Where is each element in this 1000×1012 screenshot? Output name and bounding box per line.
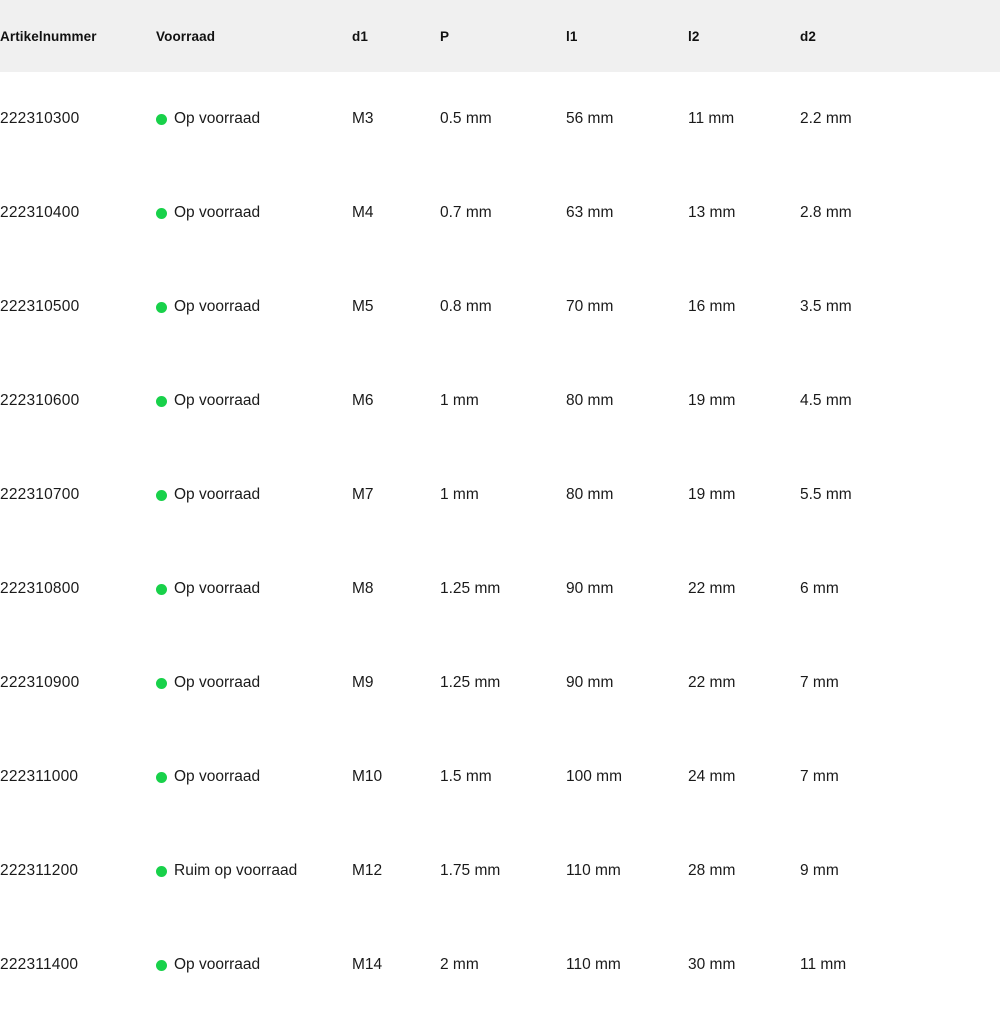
cell-l2: 11 mm: [688, 110, 735, 127]
cell-artikelnummer[interactable]: 222310500: [0, 298, 80, 315]
cell-p: 1.75 mm: [440, 862, 501, 879]
cell-p: 0.5 mm: [440, 110, 492, 127]
cell-voorraad: [156, 354, 352, 448]
table-row[interactable]: [0, 166, 1000, 260]
cell-d1: M6: [352, 392, 374, 409]
cell-d1: M3: [352, 110, 374, 127]
cell-voorraad: [156, 166, 352, 260]
cell-spacer: [920, 918, 1000, 1012]
cell-d2: 9 mm: [800, 862, 839, 879]
cell-d1: M7: [352, 486, 374, 503]
stock-label: Op voorraad: [174, 204, 261, 221]
cell-d1: M5: [352, 298, 374, 315]
cell-artikelnummer[interactable]: 222311200: [0, 862, 79, 879]
column-header-artikelnummer[interactable]: Artikelnummer: [0, 28, 97, 44]
table-row[interactable]: [0, 448, 1000, 542]
cell-d2: 11 mm: [800, 956, 847, 973]
cell-l1: 70 mm: [566, 298, 614, 315]
cell-d2: 2.2 mm: [800, 110, 852, 127]
cell-d2: 6 mm: [800, 580, 839, 597]
cell-d2: 5.5 mm: [800, 486, 852, 503]
cell-p: 1.25 mm: [440, 580, 501, 597]
cell-l1: 80 mm: [566, 486, 614, 503]
stock-status: [156, 298, 352, 316]
cell-p: 0.8 mm: [440, 298, 492, 315]
cell-p: 2 mm: [440, 956, 479, 973]
cell-d1: M12: [352, 862, 383, 879]
column-header-spacer: [920, 0, 1000, 72]
cell-d1: M9: [352, 674, 374, 691]
cell-l1: 110 mm: [566, 956, 621, 973]
table-header: [0, 0, 1000, 72]
stock-label: Ruim op voorraad: [174, 862, 298, 879]
stock-status: [156, 580, 352, 598]
cell-artikelnummer[interactable]: 222311000: [0, 768, 79, 785]
cell-d2: 3.5 mm: [800, 298, 852, 315]
cell-artikelnummer[interactable]: 222310700: [0, 486, 80, 503]
stock-status: [156, 110, 352, 128]
cell-d1: M4: [352, 204, 374, 221]
table-row[interactable]: [0, 918, 1000, 1012]
cell-l2: 13 mm: [688, 204, 736, 221]
cell-p: 1.5 mm: [440, 768, 492, 785]
cell-l1: 90 mm: [566, 674, 614, 691]
stock-label: Op voorraad: [174, 956, 261, 973]
stock-dot-icon: [156, 678, 167, 689]
cell-d2: 2.8 mm: [800, 204, 852, 221]
column-header-p[interactable]: P: [440, 28, 450, 44]
stock-label: Op voorraad: [174, 298, 261, 315]
stock-dot-icon: [156, 114, 167, 125]
cell-d2: 7 mm: [800, 674, 839, 691]
cell-voorraad: [156, 636, 352, 730]
cell-l2: 30 mm: [688, 956, 736, 973]
stock-label: Op voorraad: [174, 392, 261, 409]
cell-l2: 22 mm: [688, 580, 736, 597]
stock-label: Op voorraad: [174, 110, 261, 127]
cell-p: 0.7 mm: [440, 204, 492, 221]
table-row[interactable]: [0, 542, 1000, 636]
cell-l2: 16 mm: [688, 298, 736, 315]
cell-artikelnummer[interactable]: 222310800: [0, 580, 80, 597]
cell-d1: M10: [352, 768, 383, 785]
stock-status: [156, 768, 352, 786]
cell-l2: 28 mm: [688, 862, 736, 879]
cell-spacer: [920, 636, 1000, 730]
cell-l1: 110 mm: [566, 862, 621, 879]
cell-l1: 80 mm: [566, 392, 614, 409]
column-header-d2[interactable]: d2: [800, 28, 816, 44]
stock-dot-icon: [156, 302, 167, 313]
table-row[interactable]: [0, 260, 1000, 354]
cell-spacer: [920, 72, 1000, 166]
cell-spacer: [920, 260, 1000, 354]
cell-voorraad: [156, 72, 352, 166]
stock-label: Op voorraad: [174, 486, 261, 503]
stock-status: [156, 956, 352, 974]
stock-dot-icon: [156, 584, 167, 595]
cell-artikelnummer[interactable]: 222310400: [0, 204, 80, 221]
cell-d2: 4.5 mm: [800, 392, 852, 409]
cell-voorraad: [156, 542, 352, 636]
stock-dot-icon: [156, 960, 167, 971]
stock-status: [156, 392, 352, 410]
table-body: [0, 72, 1000, 1012]
cell-l2: 19 mm: [688, 392, 736, 409]
stock-status: [156, 674, 352, 692]
cell-artikelnummer[interactable]: 222311400: [0, 956, 79, 973]
cell-spacer: [920, 542, 1000, 636]
table-row[interactable]: [0, 636, 1000, 730]
table-header-row: [0, 0, 1000, 72]
cell-l1: 56 mm: [566, 110, 614, 127]
column-header-voorraad[interactable]: Voorraad: [156, 28, 216, 44]
stock-status: [156, 486, 352, 504]
stock-status: [156, 204, 352, 222]
stock-dot-icon: [156, 208, 167, 219]
cell-artikelnummer[interactable]: 222310600: [0, 392, 80, 409]
stock-dot-icon: [156, 396, 167, 407]
cell-spacer: [920, 730, 1000, 824]
cell-spacer: [920, 448, 1000, 542]
cell-l2: 22 mm: [688, 674, 736, 691]
cell-l1: 100 mm: [566, 768, 622, 785]
cell-voorraad: [156, 824, 352, 918]
cell-artikelnummer[interactable]: 222310900: [0, 674, 80, 691]
cell-voorraad: [156, 918, 352, 1012]
cell-p: 1 mm: [440, 392, 479, 409]
cell-spacer: [920, 166, 1000, 260]
column-header-l1[interactable]: l1: [566, 28, 578, 44]
cell-l1: 90 mm: [566, 580, 614, 597]
cell-p: 1 mm: [440, 486, 479, 503]
cell-artikelnummer[interactable]: 222310300: [0, 110, 80, 127]
cell-voorraad: [156, 260, 352, 354]
cell-d1: M8: [352, 580, 374, 597]
stock-dot-icon: [156, 490, 167, 501]
table-row[interactable]: [0, 72, 1000, 166]
table-row[interactable]: [0, 730, 1000, 824]
column-header-d1[interactable]: d1: [352, 28, 368, 44]
stock-dot-icon: [156, 866, 167, 877]
cell-l2: 19 mm: [688, 486, 736, 503]
table-row[interactable]: [0, 354, 1000, 448]
stock-status: [156, 862, 352, 880]
table-row[interactable]: [0, 824, 1000, 918]
cell-voorraad: [156, 730, 352, 824]
cell-d2: 7 mm: [800, 768, 839, 785]
cell-spacer: [920, 824, 1000, 918]
stock-label: Op voorraad: [174, 580, 261, 597]
cell-l2: 24 mm: [688, 768, 736, 785]
stock-label: Op voorraad: [174, 674, 261, 691]
cell-spacer: [920, 354, 1000, 448]
cell-d1: M14: [352, 956, 383, 973]
cell-voorraad: [156, 448, 352, 542]
cell-p: 1.25 mm: [440, 674, 501, 691]
cell-l1: 63 mm: [566, 204, 614, 221]
column-header-l2[interactable]: l2: [688, 28, 700, 44]
stock-dot-icon: [156, 772, 167, 783]
stock-label: Op voorraad: [174, 768, 261, 785]
